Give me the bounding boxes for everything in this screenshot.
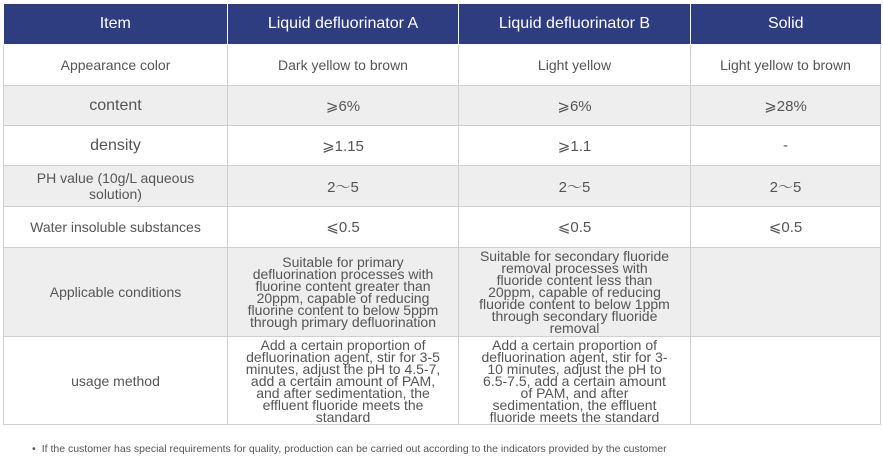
- cell-liquid-a: ⩾6%: [228, 86, 459, 126]
- table-row-usage-method: [4, 337, 881, 425]
- cell-liquid-a: [228, 248, 459, 337]
- row-label: Appearance color: [4, 45, 228, 86]
- cell-paragraph: Add a certain proportion of defluorination agent, stir for 3-10 minutes, adjust the pH to 6.5-7.5, add a certain amount of PAM, and after sedimentation, the effluent fluoride meets the standard: [481, 336, 668, 425]
- table-row-density: [4, 126, 881, 166]
- table-row-applicable-conditions: [4, 248, 881, 337]
- footnote: [32, 443, 667, 455]
- row-label: content: [4, 86, 228, 126]
- row-label: density: [4, 126, 228, 166]
- header-liquid-defluorinator-a: Liquid defluorinator A: [228, 4, 459, 45]
- cell-paragraph: Suitable for primary defluorination processes with fluorine content greater than 20ppm, capable of reducing fluorine content to below 5ppm through primary defluorination: [247, 254, 439, 330]
- cell-solid: ⩽0.5: [691, 207, 881, 248]
- header-liquid-defluorinator-b: Liquid defluorinator B: [459, 4, 691, 45]
- table-row-water-insoluble: [4, 207, 881, 248]
- table-row-appearance-color: [4, 45, 881, 86]
- cell-solid: Light yellow to brown: [691, 45, 881, 86]
- cell-liquid-a: Dark yellow to brown: [228, 45, 459, 86]
- table-row-content: [4, 86, 881, 126]
- row-label: Applicable conditions: [4, 248, 228, 337]
- cell-solid: ⩾28%: [691, 86, 881, 126]
- table-header-row: [4, 4, 881, 45]
- cell-paragraph: Suitable for secondary fluoride removal processes with fluoride content less than 20ppm, capable of reducing fluoride content to below 1ppm through secondary fluoride removal: [479, 248, 670, 336]
- row-label: usage method: [4, 337, 228, 425]
- cell-liquid-a: [228, 337, 459, 425]
- cell-solid: 2〜5: [691, 166, 881, 207]
- cell-solid: -: [691, 126, 881, 166]
- cell-liquid-a: ⩽0.5: [228, 207, 459, 248]
- cell-liquid-a: ⩾1.15: [228, 126, 459, 166]
- cell-solid: [691, 337, 881, 425]
- footnote-text: If the customer has special requirements for quality, production can be carried out according to the indicators provided by the customer: [41, 443, 667, 455]
- cell-liquid-b: Light yellow: [459, 45, 691, 86]
- cell-liquid-b: ⩾1.1: [459, 126, 691, 166]
- cell-liquid-b: ⩾6%: [459, 86, 691, 126]
- table-row-ph-value: [4, 166, 881, 207]
- cell-liquid-b: ⩽0.5: [459, 207, 691, 248]
- header-solid: Solid: [691, 4, 881, 45]
- cell-solid: [691, 248, 881, 337]
- cell-paragraph: Add a certain proportion of defluorination agent, stir for 3-5 minutes, adjust the pH to 4.5-7, add a certain amount of PAM, and after sedimentation, the effluent fluoride meets the standard: [245, 336, 441, 425]
- row-label: Water insoluble substances: [4, 207, 228, 248]
- cell-liquid-b: [459, 337, 691, 425]
- header-item: Item: [4, 4, 228, 45]
- cell-liquid-b: [459, 248, 691, 337]
- cell-liquid-a: 2〜5: [228, 166, 459, 207]
- bullet-icon: •: [32, 443, 36, 455]
- specification-table: [3, 4, 881, 425]
- row-label: PH value (10g/L aqueous solution): [4, 166, 228, 207]
- cell-liquid-b: 2〜5: [459, 166, 691, 207]
